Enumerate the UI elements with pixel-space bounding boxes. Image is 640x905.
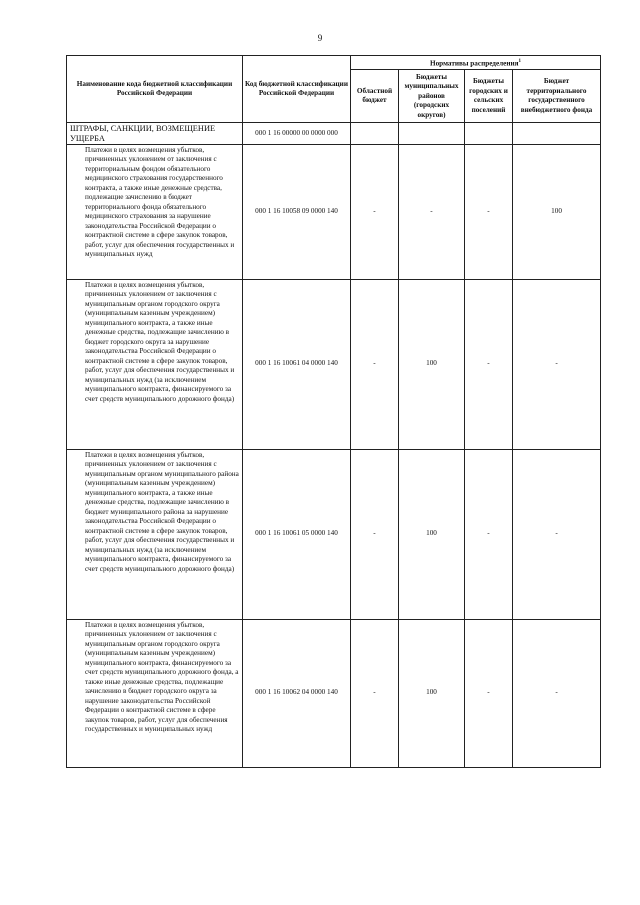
row-regional: - [351, 144, 399, 279]
row-name: ШТРАФЫ, САНКЦИИ, ВОЗМЕЩЕНИЕ УЩЕРБА [67, 123, 243, 144]
row-fund: 100 [513, 144, 601, 279]
row-fund: - [513, 619, 601, 767]
header-regional: Областной бюджет [351, 70, 399, 123]
row-code: 000 1 16 00000 00 0000 000 [243, 123, 351, 144]
row-city-rural: - [465, 279, 513, 449]
header-municipal: Бюджеты муниципальных районов (городских округов) [399, 70, 465, 123]
row-city-rural [465, 123, 513, 144]
row-fund: - [513, 449, 601, 619]
header-territorial-fund: Бюджет территориального государственного внебюджетного фонда [513, 70, 601, 123]
header-name: Наименование кода бюджетной классификации Российской Федерации [67, 56, 243, 123]
row-municipal: - [399, 144, 465, 279]
row-fund [513, 123, 601, 144]
row-city-rural: - [465, 449, 513, 619]
row-city-rural: - [465, 619, 513, 767]
row-name: Платежи в целях возмещения убытков, причиненных уклонением от заключения с территориальным фондом обязательного медицинского страхования государственного контракта, а также иные денежные средства, подлежащие зачислению в бюджет территориального фонда обязательного медицинского страхования за нарушение законодательства Российской Федерации о контрактной системе в сфере закупок товаров, работ, услуг для обеспечения государственных и муниципальных нужд [67, 144, 243, 279]
row-code: 000 1 16 10061 04 0000 140 [243, 279, 351, 449]
row-municipal: 100 [399, 279, 465, 449]
row-regional [351, 123, 399, 144]
row-city-rural: - [465, 144, 513, 279]
row-fund: - [513, 279, 601, 449]
table-row [67, 144, 601, 279]
table-row [67, 123, 601, 144]
table-row [67, 619, 601, 767]
row-code: 000 1 16 10058 09 0000 140 [243, 144, 351, 279]
row-municipal [399, 123, 465, 144]
row-regional: - [351, 619, 399, 767]
budget-classification-table [66, 55, 601, 768]
row-name: Платежи в целях возмещения убытков, причиненных уклонением от заключения с муниципальным органом городского округа (муниципальным казенным учреждением) муниципального контракта, а также иные денежные средства, подлежащие зачислению в бюджет городского округа за нарушение законодательства Российской Федерации о контрактной системе в сфере закупок товаров, работ, услуг для обеспечения государственных и муниципальных нужд (за исключением муниципального контракта, финансируемого за счет средств муниципального дорожного фонда) [67, 279, 243, 449]
row-name: Платежи в целях возмещения убытков, причиненных уклонением от заключения с муниципальным органом городского округа (муниципальным казенным учреждением) муниципального контракта, финансируемого за счет средств муниципального дорожного фонда, а также иные денежные средства, подлежащие зачислению в бюджет городского округа за нарушение законодательства Российской Федерации о контрактной системе в сфере закупок товаров, работ, услуг для обеспечения государственных и муниципальных нужд [67, 619, 243, 767]
row-regional: - [351, 279, 399, 449]
row-municipal: 100 [399, 449, 465, 619]
table-row [67, 279, 601, 449]
table-row [67, 449, 601, 619]
row-name: Платежи в целях возмещения убытков, причиненных уклонением от заключения с муниципальным органом муниципального района (муниципальным казенным учреждением) муниципального контракта, а также иные денежные средства, подлежащие зачислению в бюджет муниципального района за нарушение законодательства Российской Федерации о контрактной системе в сфере закупок товаров, работ, услуг для обеспечения государственных и муниципальных нужд (за исключением муниципального контракта, финансируемого за счет средств муниципального дорожного фонда) [67, 449, 243, 619]
header-norms-label: Нормативы распределения [430, 59, 519, 68]
row-municipal: 100 [399, 619, 465, 767]
row-code: 000 1 16 10062 04 0000 140 [243, 619, 351, 767]
header-code: Код бюджетной классификации Российской Федерации [243, 56, 351, 123]
header-city-rural: Бюджеты городских и сельских поселений [465, 70, 513, 123]
header-norms-footnote: 1 [518, 59, 522, 64]
header-norms-group [351, 56, 601, 70]
page-number: 9 [317, 33, 323, 43]
row-code: 000 1 16 10061 05 0000 140 [243, 449, 351, 619]
row-regional: - [351, 449, 399, 619]
